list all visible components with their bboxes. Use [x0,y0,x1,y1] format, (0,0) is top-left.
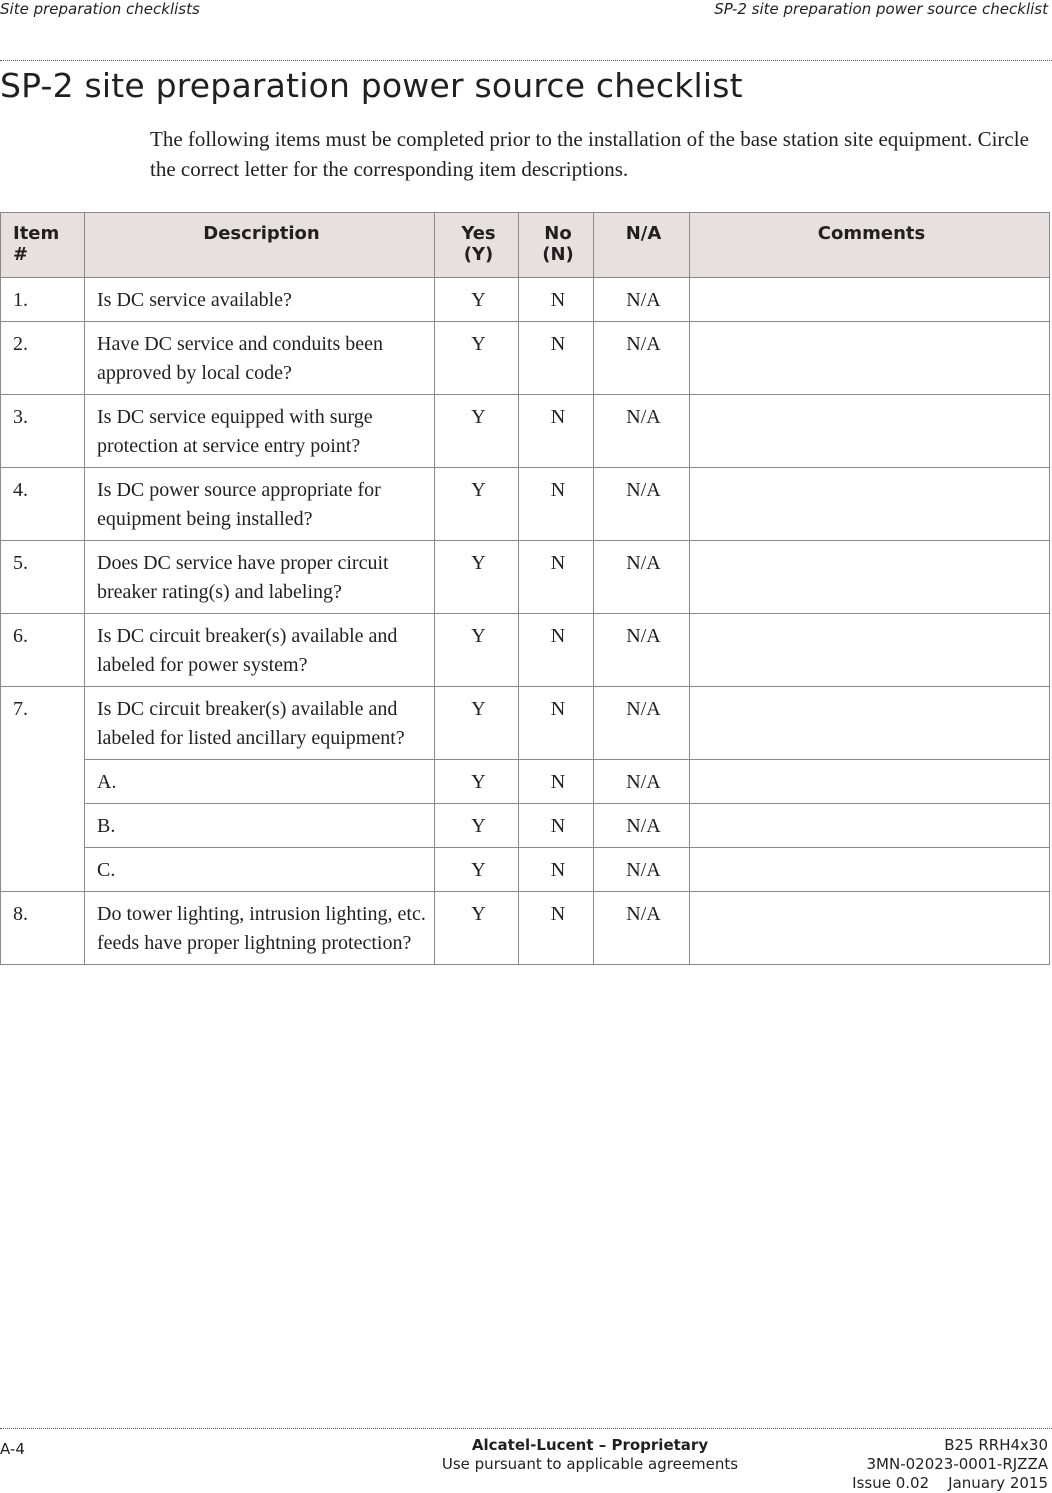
footer-notice: Use pursuant to applicable agreements [441,1455,739,1473]
footer-doc-info [852,1436,1048,1493]
yes-option[interactable]: Y [435,541,519,614]
table-row [1,541,1050,614]
comments-cell[interactable] [690,395,1050,468]
comments-cell[interactable] [690,760,1050,804]
no-option[interactable]: N [519,614,594,687]
yes-option[interactable]: Y [435,760,519,804]
yes-option[interactable]: Y [435,687,519,760]
table-subrow [1,848,1050,892]
na-option[interactable]: N/A [594,468,690,541]
no-option[interactable]: N [519,687,594,760]
intro-paragraph: The following items must be completed prior to the installation of the base station site equipment. Circle the correct letter for the corresponding item descriptions. [150,127,1029,181]
item-description: Have DC service and conduits been approved by local code? [85,322,435,395]
item-description: Is DC service available? [85,278,435,322]
running-header [0,0,1052,22]
comments-cell[interactable] [690,322,1050,395]
no-option[interactable]: N [519,848,594,892]
na-option[interactable]: N/A [594,322,690,395]
no-option[interactable]: N [519,468,594,541]
item-description: Do tower lighting, intrusion lighting, etc. feeds have proper lightning protection? [85,892,435,965]
table-subrow [1,760,1050,804]
item-number: 7. [1,687,85,892]
header-section-title: Site preparation checklists [0,0,200,18]
sub-item-description: B. [85,804,435,848]
footer-doc-number: 3MN-02023-0001-RJZZA [866,1455,1048,1473]
na-option[interactable]: N/A [594,614,690,687]
comments-cell[interactable] [690,848,1050,892]
table-row [1,395,1050,468]
footer-product: B25 RRH4x30 [944,1436,1048,1454]
item-number: 8. [1,892,85,965]
yes-option[interactable]: Y [435,614,519,687]
na-option[interactable]: N/A [594,395,690,468]
na-option[interactable]: N/A [594,278,690,322]
header-page-title: SP-2 site preparation power source checklist [714,0,1048,18]
item-number: 3. [1,395,85,468]
column-header-no: No (N) [519,213,594,278]
table-row [1,614,1050,687]
no-option[interactable]: N [519,804,594,848]
table-row [1,468,1050,541]
no-option[interactable]: N [519,892,594,965]
table-subrow [1,804,1050,848]
header-divider [0,60,1052,61]
column-header-item: Item # [1,213,85,278]
yes-option[interactable]: Y [435,848,519,892]
item-number: 2. [1,322,85,395]
item-description: Is DC power source appropriate for equipment being installed? [85,468,435,541]
footer-issue: Issue 0.02 January 2015 [852,1474,1048,1492]
column-header-comments: Comments [690,213,1050,278]
yes-option[interactable]: Y [435,468,519,541]
item-description: Is DC circuit breaker(s) available and labeled for listed ancillary equipment? [85,687,435,760]
item-number: 4. [1,468,85,541]
comments-cell[interactable] [690,804,1050,848]
footer-company: Alcatel-Lucent – Proprietary [471,1436,709,1454]
item-description: Is DC circuit breaker(s) available and labeled for power system? [85,614,435,687]
no-option[interactable]: N [519,760,594,804]
table-row [1,687,1050,760]
table-row [1,322,1050,395]
item-number: 6. [1,614,85,687]
sub-item-description: A. [85,760,435,804]
comments-cell[interactable] [690,541,1050,614]
column-header-yes: Yes (Y) [435,213,519,278]
checklist-table [0,212,1050,965]
table-row [1,278,1050,322]
footer-divider [0,1428,1052,1429]
column-header-na: N/A [594,213,690,278]
na-option[interactable]: N/A [594,687,690,760]
no-option[interactable]: N [519,541,594,614]
comments-cell[interactable] [690,278,1050,322]
page-footer [0,1434,1052,1490]
comments-cell[interactable] [690,892,1050,965]
column-header-description: Description [85,213,435,278]
item-number: 1. [1,278,85,322]
comments-cell[interactable] [690,687,1050,760]
yes-option[interactable]: Y [435,804,519,848]
na-option[interactable]: N/A [594,848,690,892]
yes-option[interactable]: Y [435,322,519,395]
no-option[interactable]: N [519,322,594,395]
footer-proprietary [420,1436,760,1474]
yes-option[interactable]: Y [435,892,519,965]
item-description: Does DC service have proper circuit breaker rating(s) and labeling? [85,541,435,614]
comments-cell[interactable] [690,468,1050,541]
comments-cell[interactable] [690,614,1050,687]
page-title: SP-2 site preparation power source checklist [0,66,743,105]
yes-option[interactable]: Y [435,278,519,322]
no-option[interactable]: N [519,395,594,468]
na-option[interactable]: N/A [594,541,690,614]
item-description: Is DC service equipped with surge protection at service entry point? [85,395,435,468]
table-row [1,892,1050,965]
na-option[interactable]: N/A [594,804,690,848]
page-number: A-4 [0,1440,25,1458]
na-option[interactable]: N/A [594,760,690,804]
yes-option[interactable]: Y [435,395,519,468]
item-number: 5. [1,541,85,614]
table-header-row [1,213,1050,278]
no-option[interactable]: N [519,278,594,322]
na-option[interactable]: N/A [594,892,690,965]
sub-item-description: C. [85,848,435,892]
